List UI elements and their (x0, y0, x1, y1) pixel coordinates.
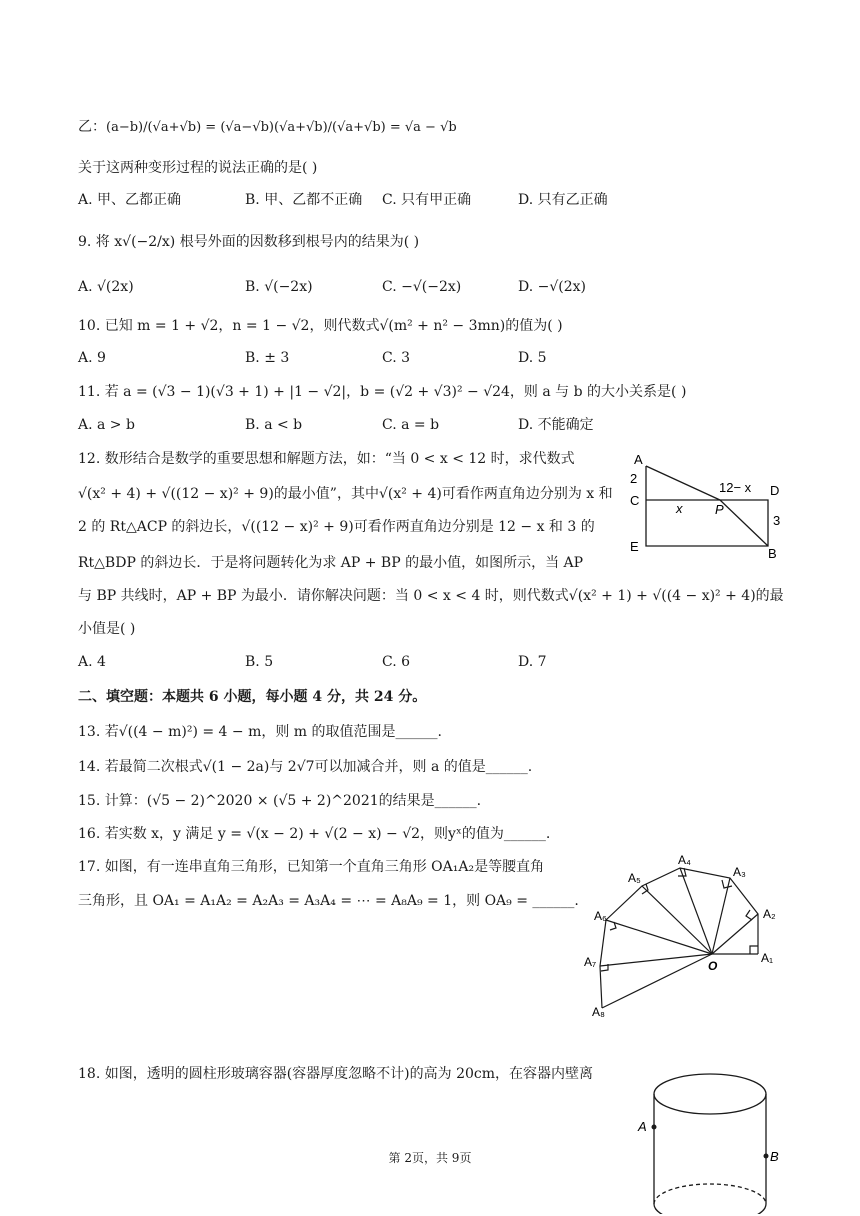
q11-option-b: B. a < b (245, 417, 303, 433)
q8-yi-line (78, 117, 457, 138)
q12-line4: Rt△BDP 的斜边长．于是将问题转化为求 AP + BP 的最小值，如图所示，当 AP (78, 555, 584, 571)
q17-fig-label-a8: A₈ (592, 1005, 605, 1019)
q12-option-b: B. 5 (245, 654, 274, 670)
q17-fig-label-a5: A₅ (628, 871, 641, 885)
q17-fig-label-a7: A₇ (584, 955, 597, 969)
q12-fig-label-c: C (630, 493, 640, 508)
q17-fig-label-a2: A₂ (763, 907, 776, 921)
q18-figure (630, 1064, 800, 1214)
q12-fig-label-e: E (630, 539, 639, 554)
q13: 13. 若√((4 − m)²) = 4 − m，则 m 的取值范围是______. (78, 724, 442, 740)
q17-line2: 三角形，且 OA₁ = A₁A₂ = A₂A₃ = A₃A₄ = ⋯ = A₈A₉ = 1，则 OA₉ = ______. (78, 893, 579, 909)
q8-option-a: A. 甲、乙都正确 (78, 192, 182, 208)
q9-option-b: B. √(−2x) (245, 279, 313, 295)
q12-option-c: C. 6 (382, 654, 411, 670)
q12-line3: 2 的 Rt△ACP 的斜边长，√((12 − x)² + 9)可看作两直角边分别是 12 − x 和 3 的 (78, 519, 595, 535)
q12-figure (624, 448, 794, 562)
q11-option-a: A. a > b (78, 417, 135, 433)
q17-fig-label-a4: A₄ (678, 853, 691, 867)
q12-fig-label-top: 12− x (719, 480, 752, 495)
q12-fig-label-a: A (634, 452, 643, 467)
section-2-heading: 二、填空题：本题共 6 小题，每小题 4 分，共 24 分。 (78, 689, 427, 705)
q15: 15. 计算：(√5 − 2)^2020 × (√5 + 2)^2021的结果是______. (78, 793, 482, 809)
q9-question: 9. 将 x√(−2/x) 根号外面的因数移到根号内的结果为( ) (78, 234, 420, 250)
q14: 14. 若最简二次根式√(1 − 2a)与 2√7可以加减合并，则 a 的值是______. (78, 759, 533, 775)
q12-fig-label-d: D (770, 483, 780, 498)
q11-option-c: C. a = b (382, 417, 440, 433)
q12-fig-label-3: 3 (773, 513, 781, 528)
q12-option-d: D. 7 (518, 654, 547, 670)
q12-line2: √(x² + 4) + √((12 − x)² + 9)的最小值”，其中√(x² + 4)可看作两直角边分别为 x 和 (78, 486, 613, 502)
q12-fig-label-x: x (676, 501, 683, 516)
q8-yi-label: 乙： (78, 119, 106, 135)
q10-question: 10. 已知 m = 1 + √2，n = 1 − √2，则代数式√(m² + n² − 3mn)的值为( ) (78, 318, 563, 334)
q11-question: 11. 若 a = (√3 − 1)(√3 + 1) + |1 − √2|，b = (√2 + √3)² − √24，则 a 与 b 的大小关系是( ) (78, 384, 687, 400)
q17-fig-label-o: O (708, 959, 718, 973)
q8-option-b: B. 甲、乙都不正确 (245, 192, 363, 208)
q8-yi-formula: (a−b)/(√a+√b) = (√a−√b)(√a+√b)/(√a+√b) = √a − √b (106, 120, 457, 135)
q10-option-a: A. 9 (78, 350, 106, 366)
q10-option-c: C. 3 (382, 350, 411, 366)
q8-option-d: D. 只有乙正确 (518, 192, 608, 208)
q12-option-a: A. 4 (78, 654, 106, 670)
q18-fig-point-a (652, 1125, 657, 1130)
q10-option-d: D. 5 (518, 350, 547, 366)
q8-question: 关于这两种变形过程的说法正确的是( ) (78, 160, 318, 176)
q12-fig-label-b: B (768, 546, 777, 561)
q18-line1: 18. 如图，透明的圆柱形玻璃容器(容器厚度忽略不计)的高为 20cm，在容器内壁离 (78, 1066, 594, 1082)
q8-option-c: C. 只有甲正确 (382, 192, 472, 208)
q12-fig-rect (646, 466, 768, 546)
q16: 16. 若实数 x，y 满足 y = √(x − 2) + √(2 − x) − √2，则yˣ的值为______. (78, 826, 551, 842)
q11-option-d: D. 不能确定 (518, 417, 594, 433)
q12-line1: 12. 数形结合是数学的重要思想和解题方法，如：“当 0 < x < 12 时，求代数式 (78, 451, 575, 467)
q17-line1: 17. 如图，有一连串直角三角形，已知第一个直角三角形 OA₁A₂是等腰直角 (78, 859, 545, 875)
q17-figure (580, 850, 790, 1020)
q12-fig-seg-ap (646, 466, 720, 500)
q12-line6: 小值是( ) (78, 621, 136, 637)
q10-option-b: B. ± 3 (245, 350, 290, 366)
q12-fig-label-2: 2 (630, 471, 638, 486)
q18-fig-label-b: B (770, 1149, 779, 1164)
q9-option-c: C. −√(−2x) (382, 279, 462, 295)
q9-option-a: A. √(2x) (78, 279, 134, 295)
q9-option-d: D. −√(2x) (518, 279, 587, 295)
q12-fig-seg-pb (720, 500, 768, 546)
page-footer: 第 2页，共 9页 (388, 1151, 472, 1165)
q17-fig-label-a1: A₁ (761, 951, 774, 965)
q12-fig-label-p: P (715, 502, 724, 517)
q12-line5: 与 BP 共线时，AP + BP 为最小．请你解决问题：当 0 < x < 4 时，则代数式√(x² + 1) + √((4 − x)² + 4)的最 (78, 588, 784, 604)
q17-fig-label-a3: A₃ (733, 865, 746, 879)
q17-fig-label-a6: A₆ (594, 909, 607, 923)
q18-fig-label-a: A (638, 1119, 647, 1134)
